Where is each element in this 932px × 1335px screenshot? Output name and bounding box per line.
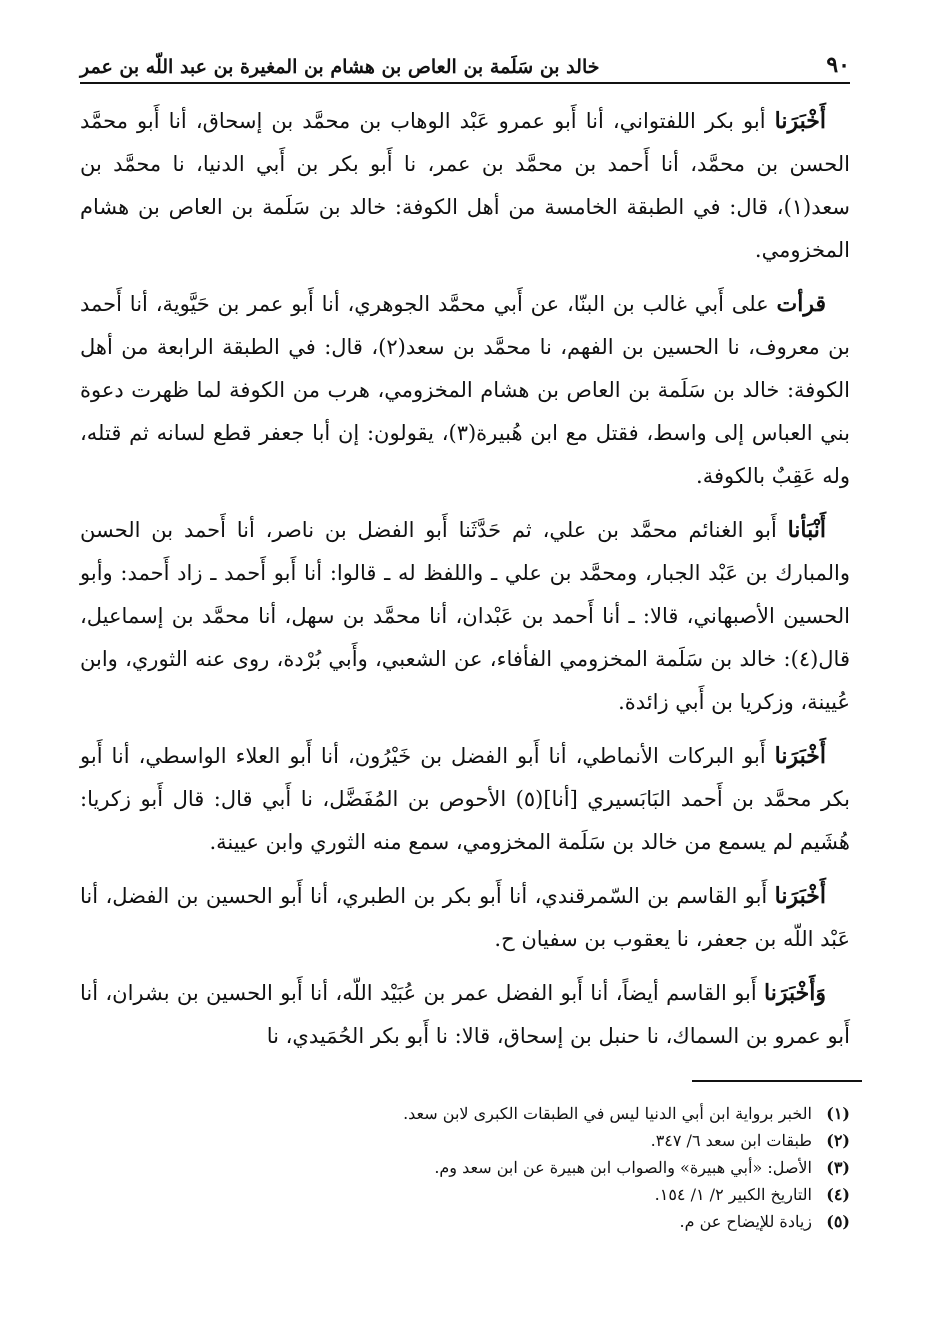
- running-title: خالد بن سَلَمة بن العاص بن هشام بن المغيرة بن عبد اللّه بن عمر: [80, 56, 600, 78]
- footnote: [80, 1100, 850, 1127]
- isnad-lead-word: قرأت: [776, 291, 826, 317]
- paragraph-text: أَبو الغنائم محمَّد بن علي، ثم حَدَّثَنا أَبو الفضل بن ناصر، أنا أَحمد بن الحسن والمبارك بن عَبْد الجبار، ومحمَّد بن علي ـ واللفظ له ـ قالوا: أنا أَبو أَحمد ـ زاد أَحمد: وأبو الحسين الأصبهاني، قالا: ـ أنا أَحمد بن عَبْدان، أنا محمَّد بن سهل، أنا محمَّد بن إسماعيل، قال(٤): خالد بن سَلَمة المخزومي الفأفاء، عن الشعبي، وأَبي بُرْدة، روى عنه الثوري، وابن عُيينة، وزكريا بن أَبي زائدة.: [80, 518, 850, 714]
- footnote-text: الخبر برواية ابن أبي الدنيا ليس في الطبقات الكبرى لابن سعد.: [403, 1104, 812, 1123]
- footnote-text: طبقات ابن سعد ٦/ ٣٤٧.: [650, 1131, 812, 1150]
- footnote: [80, 1154, 850, 1181]
- paragraph-text: أَبو البركات الأنماطي، أنا أَبو الفضل بن خَيْرُون، أنا أَبو العلاء الواسطي، أنا أَبو بكر محمَّد بن أَحمد البَابَسيري [أنا](٥) الأحوص بن المُفَضَّل، نا أَبي قال: قال أَبو زكريا: هُشَيم لم يسمع من خالد بن سَلَمة المخزومي، سمع منه الثوري وابن عيينة.: [80, 744, 851, 854]
- footnote-text: التاريخ الكبير ٢/ ١/ ١٥٤.: [654, 1185, 812, 1204]
- page-header: [80, 44, 850, 84]
- footnote-number: (٣): [826, 1158, 850, 1177]
- paragraph: [80, 972, 850, 1058]
- paragraph-text: أَبو القاسم بن السّمرقندي، أنا أَبو بكر بن الطبري، أنا أَبو الحسين بن الفضل، أنا عَبْد اللّه بن جعفر، نا يعقوب بن سفيان ح.: [80, 884, 850, 951]
- paragraph: [80, 283, 850, 498]
- page-number: ٩٠: [826, 52, 850, 78]
- footnote-number: (٤): [826, 1185, 850, 1204]
- footnote: [80, 1127, 850, 1154]
- isnad-lead-word: أَخْبَرَنا: [774, 883, 826, 909]
- isnad-lead-word: وَأَخْبَرَنا: [764, 980, 826, 1006]
- footnote: [80, 1208, 850, 1235]
- isnad-lead-word: أَخْبَرَنا: [774, 108, 826, 134]
- footnote-number: (٥): [826, 1212, 850, 1231]
- paragraph: [80, 509, 850, 724]
- paragraph: [80, 735, 850, 864]
- paragraph-text: أبو بكر اللفتواني، أنا أَبو عمرو عَبْد الوهاب بن محمَّد بن إسحاق، أنا أَبو محمَّد الحسن بن محمَّد، أنا أَحمد بن محمَّد بن عمر، نا أَبو بكر بن أَبي الدنيا، نا محمَّد بن سعد(١)، قال: في الطبقة الخامسة من أهل الكوفة: خالد بن سَلَمة بن العاص بن هشام المخزومي.: [80, 109, 850, 262]
- main-text: [80, 100, 850, 1069]
- footnote-number: (٢): [826, 1131, 850, 1150]
- footnote-text: زيادة للإيضاح عن م.: [679, 1212, 812, 1231]
- paragraph-text: على أَبي غالب بن البنّا، عن أَبي محمَّد الجوهري، أنا أَبو عمر بن حَيَّوية، أنا أَحمد بن معروف، نا الحسين بن الفهم، نا محمَّد بن سعد(٢)، قال: في الطبقة الرابعة من أهل الكوفة: خالد بن سَلَمة بن العاص بن هشام المخزومي، هرب من الكوفة لما ظهرت دعوة بني العباس إلى واسط، فقتل مع ابن هُبيرة(٣)، يقولون: إن أبا جعفر قطع لسانه ثم قتله، وله عَقِبٌ بالكوفة.: [80, 292, 850, 488]
- footnote-text: الأصل: «أبي هبيرة» والصواب ابن هبيرة عن ابن سعد وم.: [434, 1158, 812, 1177]
- footnote-divider: [692, 1080, 862, 1082]
- footnotes: [80, 1100, 850, 1235]
- paragraph: [80, 100, 850, 272]
- paragraph-text: أَبو القاسم أيضاً، أنا أَبو الفضل عمر بن عُبَيْد اللّه، أنا أَبو الحسين بن بشران، أنا أَبو عمرو بن السماك، نا حنبل بن إسحاق، قالا: نا أَبو بكر الحُمَيدي، نا: [80, 981, 850, 1048]
- footnote-number: (١): [826, 1104, 850, 1123]
- isnad-lead-word: أَنْبَأنا: [787, 517, 826, 543]
- isnad-lead-word: أَخْبَرَنا: [774, 743, 826, 769]
- footnote: [80, 1181, 850, 1208]
- paragraph: [80, 875, 850, 961]
